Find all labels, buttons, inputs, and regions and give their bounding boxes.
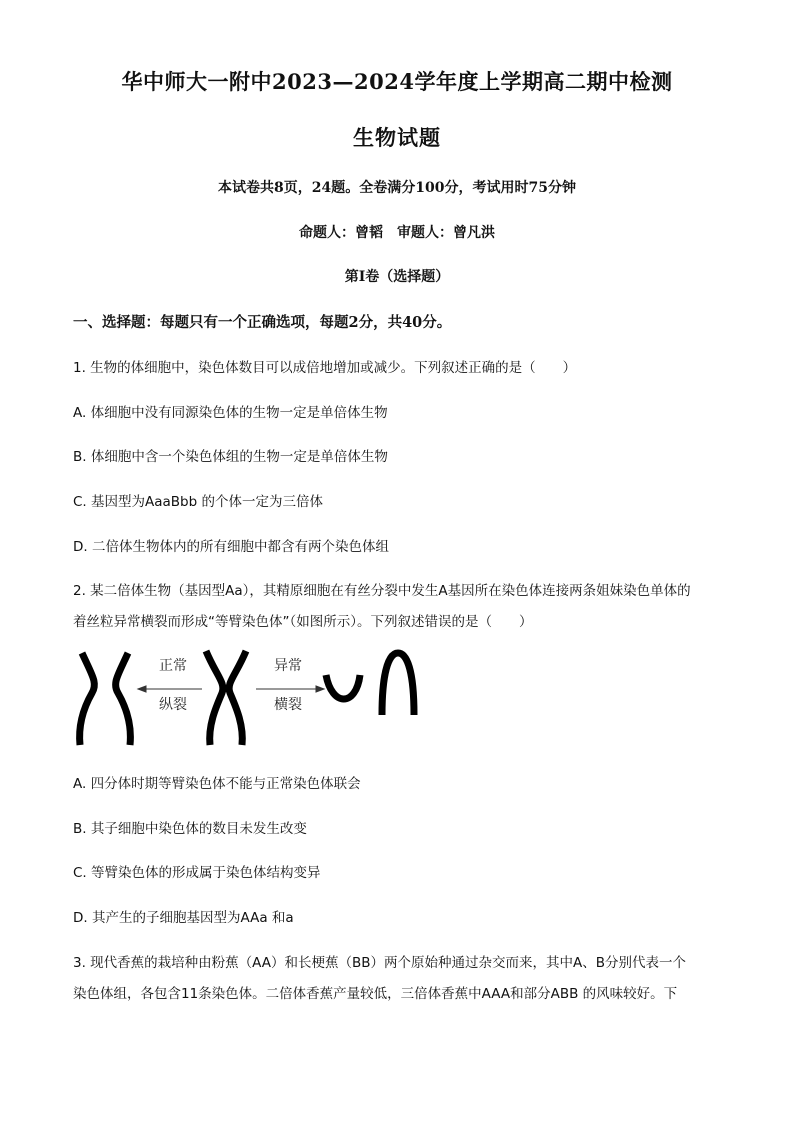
question-2-option-a: A. 四分体时期等臂染色体不能与正常染色体联会 — [73, 776, 361, 792]
authors-line: 命题人：曾韬 审题人：曾凡洪 — [299, 225, 495, 241]
normal-split-chromatids — [80, 653, 131, 745]
isochromosome-figure — [70, 645, 430, 750]
section-heading: 一、选择题：每题只有一个正确选项，每题2分，共40分。 — [73, 314, 452, 331]
question-3-stem-line-1: 3. 现代香蕉的栽培种由粉蕉（AA）和长梗蕉（BB）两个原始种通过杂交而来，其中A、B分别代表一个 — [73, 955, 687, 971]
x-chromosome — [206, 651, 246, 745]
question-1-option-a: A. 体细胞中没有同源染色体的生物一定是单倍体生物 — [73, 405, 388, 421]
label-abnormal-2: 横裂 — [274, 697, 302, 713]
question-2-stem-line-2: 着丝粒异常横裂而形成“等臂染色体”（如图所示）。下列叙述错误的是（ ） — [73, 614, 533, 630]
question-2-option-d: D. 其产生的子细胞基因型为AAa 和a — [73, 910, 294, 926]
isochromosomes — [326, 653, 414, 715]
subject-title: 生物试题 — [353, 125, 441, 150]
question-2-option-b: B. 其子细胞中染色体的数目未发生改变 — [73, 821, 307, 837]
question-3-stem-line-2: 染色体组，各包含11条染色体。二倍体香蕉产量较低，三倍体香蕉中AAA和部分ABB 的风味较好。下 — [73, 986, 678, 1002]
exam-info: 本试卷共8页，24题。全卷满分100分，考试用时75分钟 — [218, 180, 576, 196]
question-1-option-c: C. 基因型为AaaBbb 的个体一定为三倍体 — [73, 494, 323, 510]
label-abnormal-1: 异常 — [274, 658, 302, 674]
exam-title: 华中师大一附中2023—2024学年度上学期高二期中检测 — [121, 69, 673, 94]
question-1-option-d: D. 二倍体生物体内的所有细胞中都含有两个染色体组 — [73, 539, 389, 555]
part-title: 第Ⅰ卷（选择题） — [344, 269, 450, 285]
abnormal-split-arrow — [256, 686, 324, 692]
label-normal-2: 纵裂 — [159, 697, 187, 713]
question-2-option-c: C. 等臂染色体的形成属于染色体结构变异 — [73, 865, 321, 881]
label-normal-1: 正常 — [159, 658, 187, 674]
question-1-option-b: B. 体细胞中含一个染色体组的生物一定是单倍体生物 — [73, 449, 388, 465]
question-2-stem-line-1: 2. 某二倍体生物（基因型Aa），其精原细胞在有丝分裂中发生A基因所在染色体连接两条姐妹染色单体的 — [73, 583, 691, 599]
normal-split-arrow — [138, 686, 202, 692]
question-1-stem: 1. 生物的体细胞中，染色体数目可以成倍地增加或减少。下列叙述正确的是（ ） — [73, 360, 577, 376]
